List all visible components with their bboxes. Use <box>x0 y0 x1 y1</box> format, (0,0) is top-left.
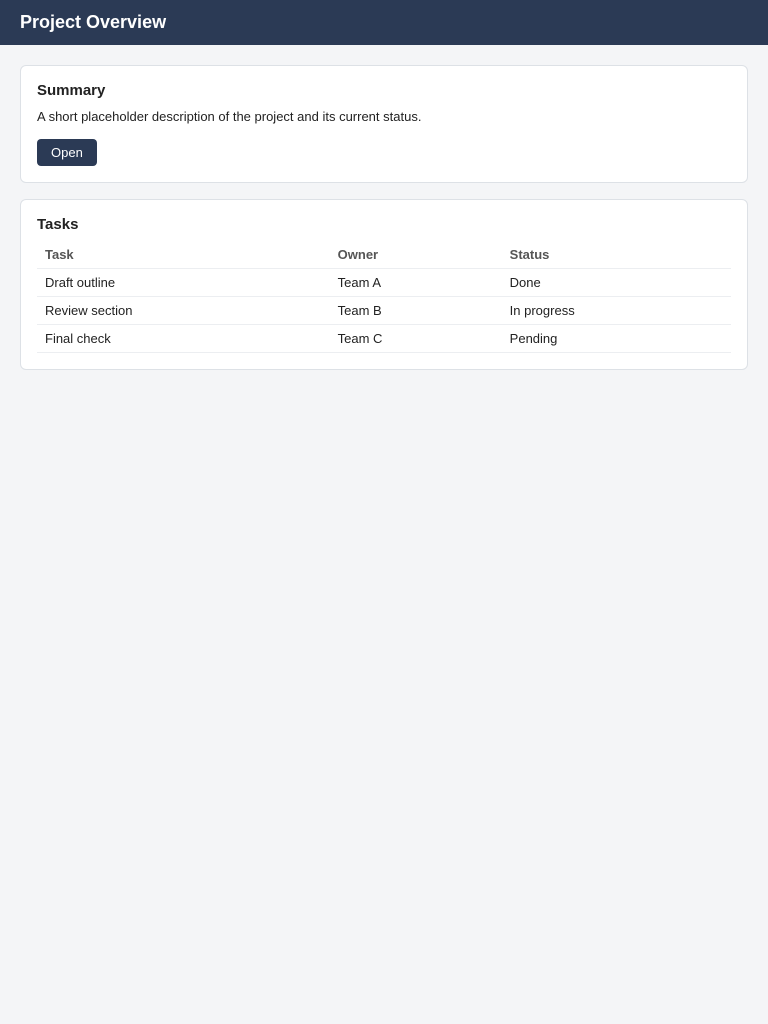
table-row[interactable] <box>37 268 731 296</box>
summary-card <box>20 65 748 183</box>
table-cell: Team C <box>330 324 502 352</box>
table-cell: In progress <box>502 296 731 324</box>
page-title: Project Overview <box>20 12 167 32</box>
tasks-card <box>20 199 748 370</box>
column-header: Owner <box>330 241 502 269</box>
table-cell: Final check <box>37 324 330 352</box>
open-button[interactable]: Open <box>37 139 97 166</box>
table-cell: Draft outline <box>37 268 330 296</box>
tasks-table <box>37 241 731 353</box>
page-body <box>0 45 768 406</box>
table-row[interactable] <box>37 296 731 324</box>
header-bar <box>0 0 768 45</box>
tasks-heading: Tasks <box>37 215 79 233</box>
table-cell: Team A <box>330 268 502 296</box>
table-header-row <box>37 241 731 269</box>
summary-text: A short placeholder description of the project and its current status. <box>37 109 422 124</box>
summary-heading: Summary <box>37 82 106 99</box>
table-cell: Review section <box>37 296 330 324</box>
table-cell: Pending <box>502 324 731 352</box>
column-header: Status <box>502 241 731 269</box>
table-cell: Team B <box>330 296 502 324</box>
column-header: Task <box>37 241 330 269</box>
table-row[interactable] <box>37 324 731 352</box>
table-cell: Done <box>502 268 731 296</box>
